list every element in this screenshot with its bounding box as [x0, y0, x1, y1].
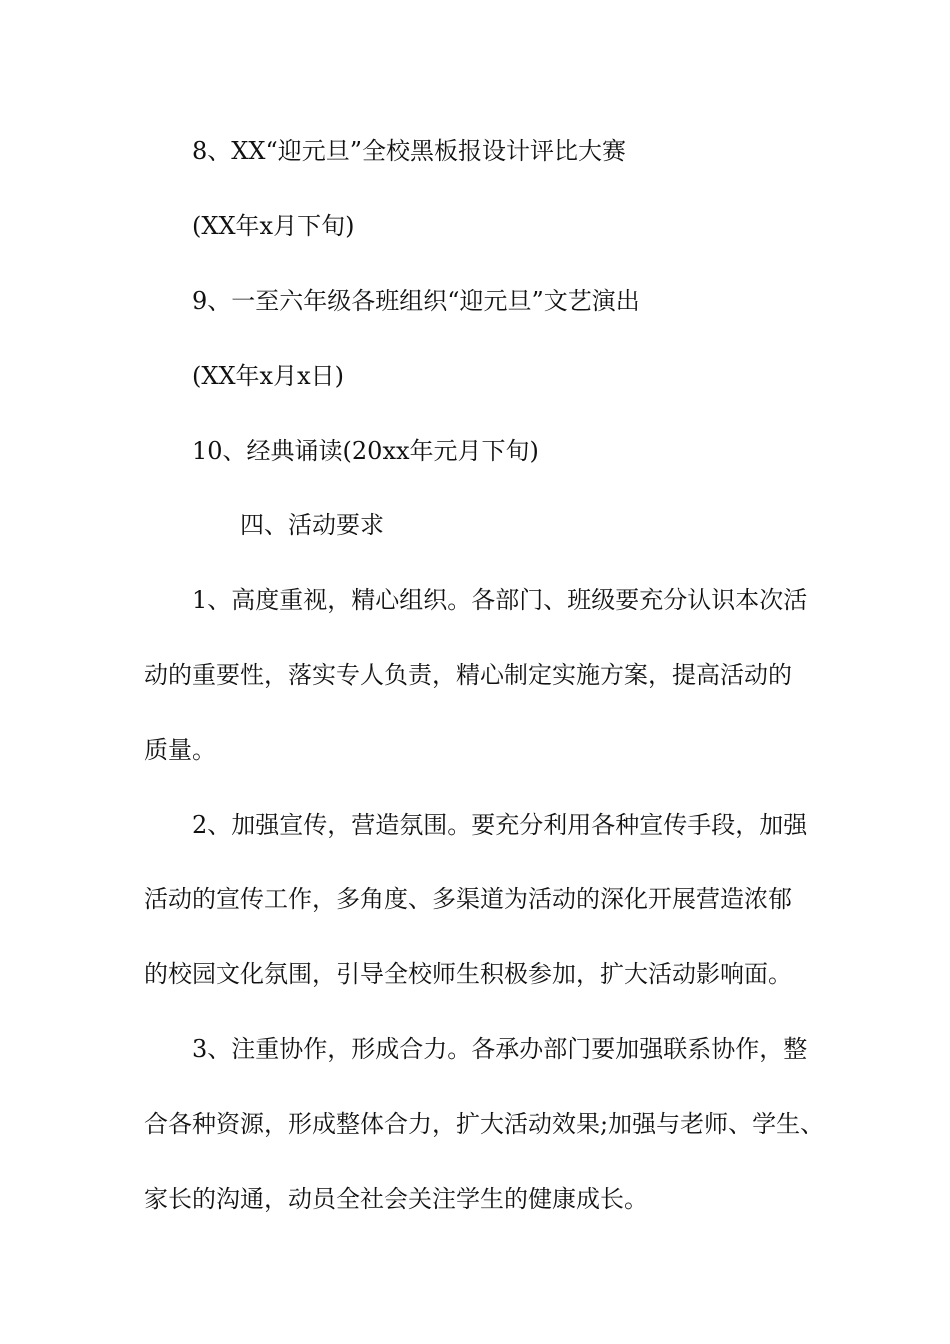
requirement-1-line-3: 质量。 [144, 736, 216, 764]
requirement-3-line-3: 家长的沟通，动员全社会关注学生的健康成长。 [144, 1185, 648, 1213]
requirement-3-line-1: 3、注重协作，形成合力。各承办部门要加强联系协作，整 [192, 1035, 808, 1063]
activity-item-9: 9、一至六年级各班组织“迎元旦”文艺演出 [192, 287, 640, 315]
section-heading-requirements: 四、活动要求 [240, 511, 384, 539]
requirement-3-line-2: 合各种资源，形成整体合力，扩大活动效果;加强与老师、学生、 [144, 1110, 825, 1138]
activity-item-9-date: (XX年x月x日) [192, 362, 344, 390]
requirement-2-line-3: 的校园文化氛围，引导全校师生积极参加，扩大活动影响面。 [144, 960, 792, 988]
requirement-1-line-1: 1、高度重视，精心组织。各部门、班级要充分认识本次活 [192, 586, 808, 614]
activity-item-8-date: (XX年x月下旬) [192, 212, 355, 240]
requirement-1-line-2: 动的重要性，落实专人负责，精心制定实施方案，提高活动的 [144, 661, 792, 689]
activity-item-8: 8、XX“迎元旦”全校黑板报设计评比大赛 [192, 137, 626, 165]
requirement-2-line-1: 2、加强宣传，营造氛围。要充分利用各种宣传手段，加强 [192, 811, 808, 839]
activity-item-10: 10、经典诵读(20xx年元月下旬) [192, 437, 539, 465]
requirement-2-line-2: 活动的宣传工作，多角度、多渠道为活动的深化开展营造浓郁 [144, 885, 792, 913]
